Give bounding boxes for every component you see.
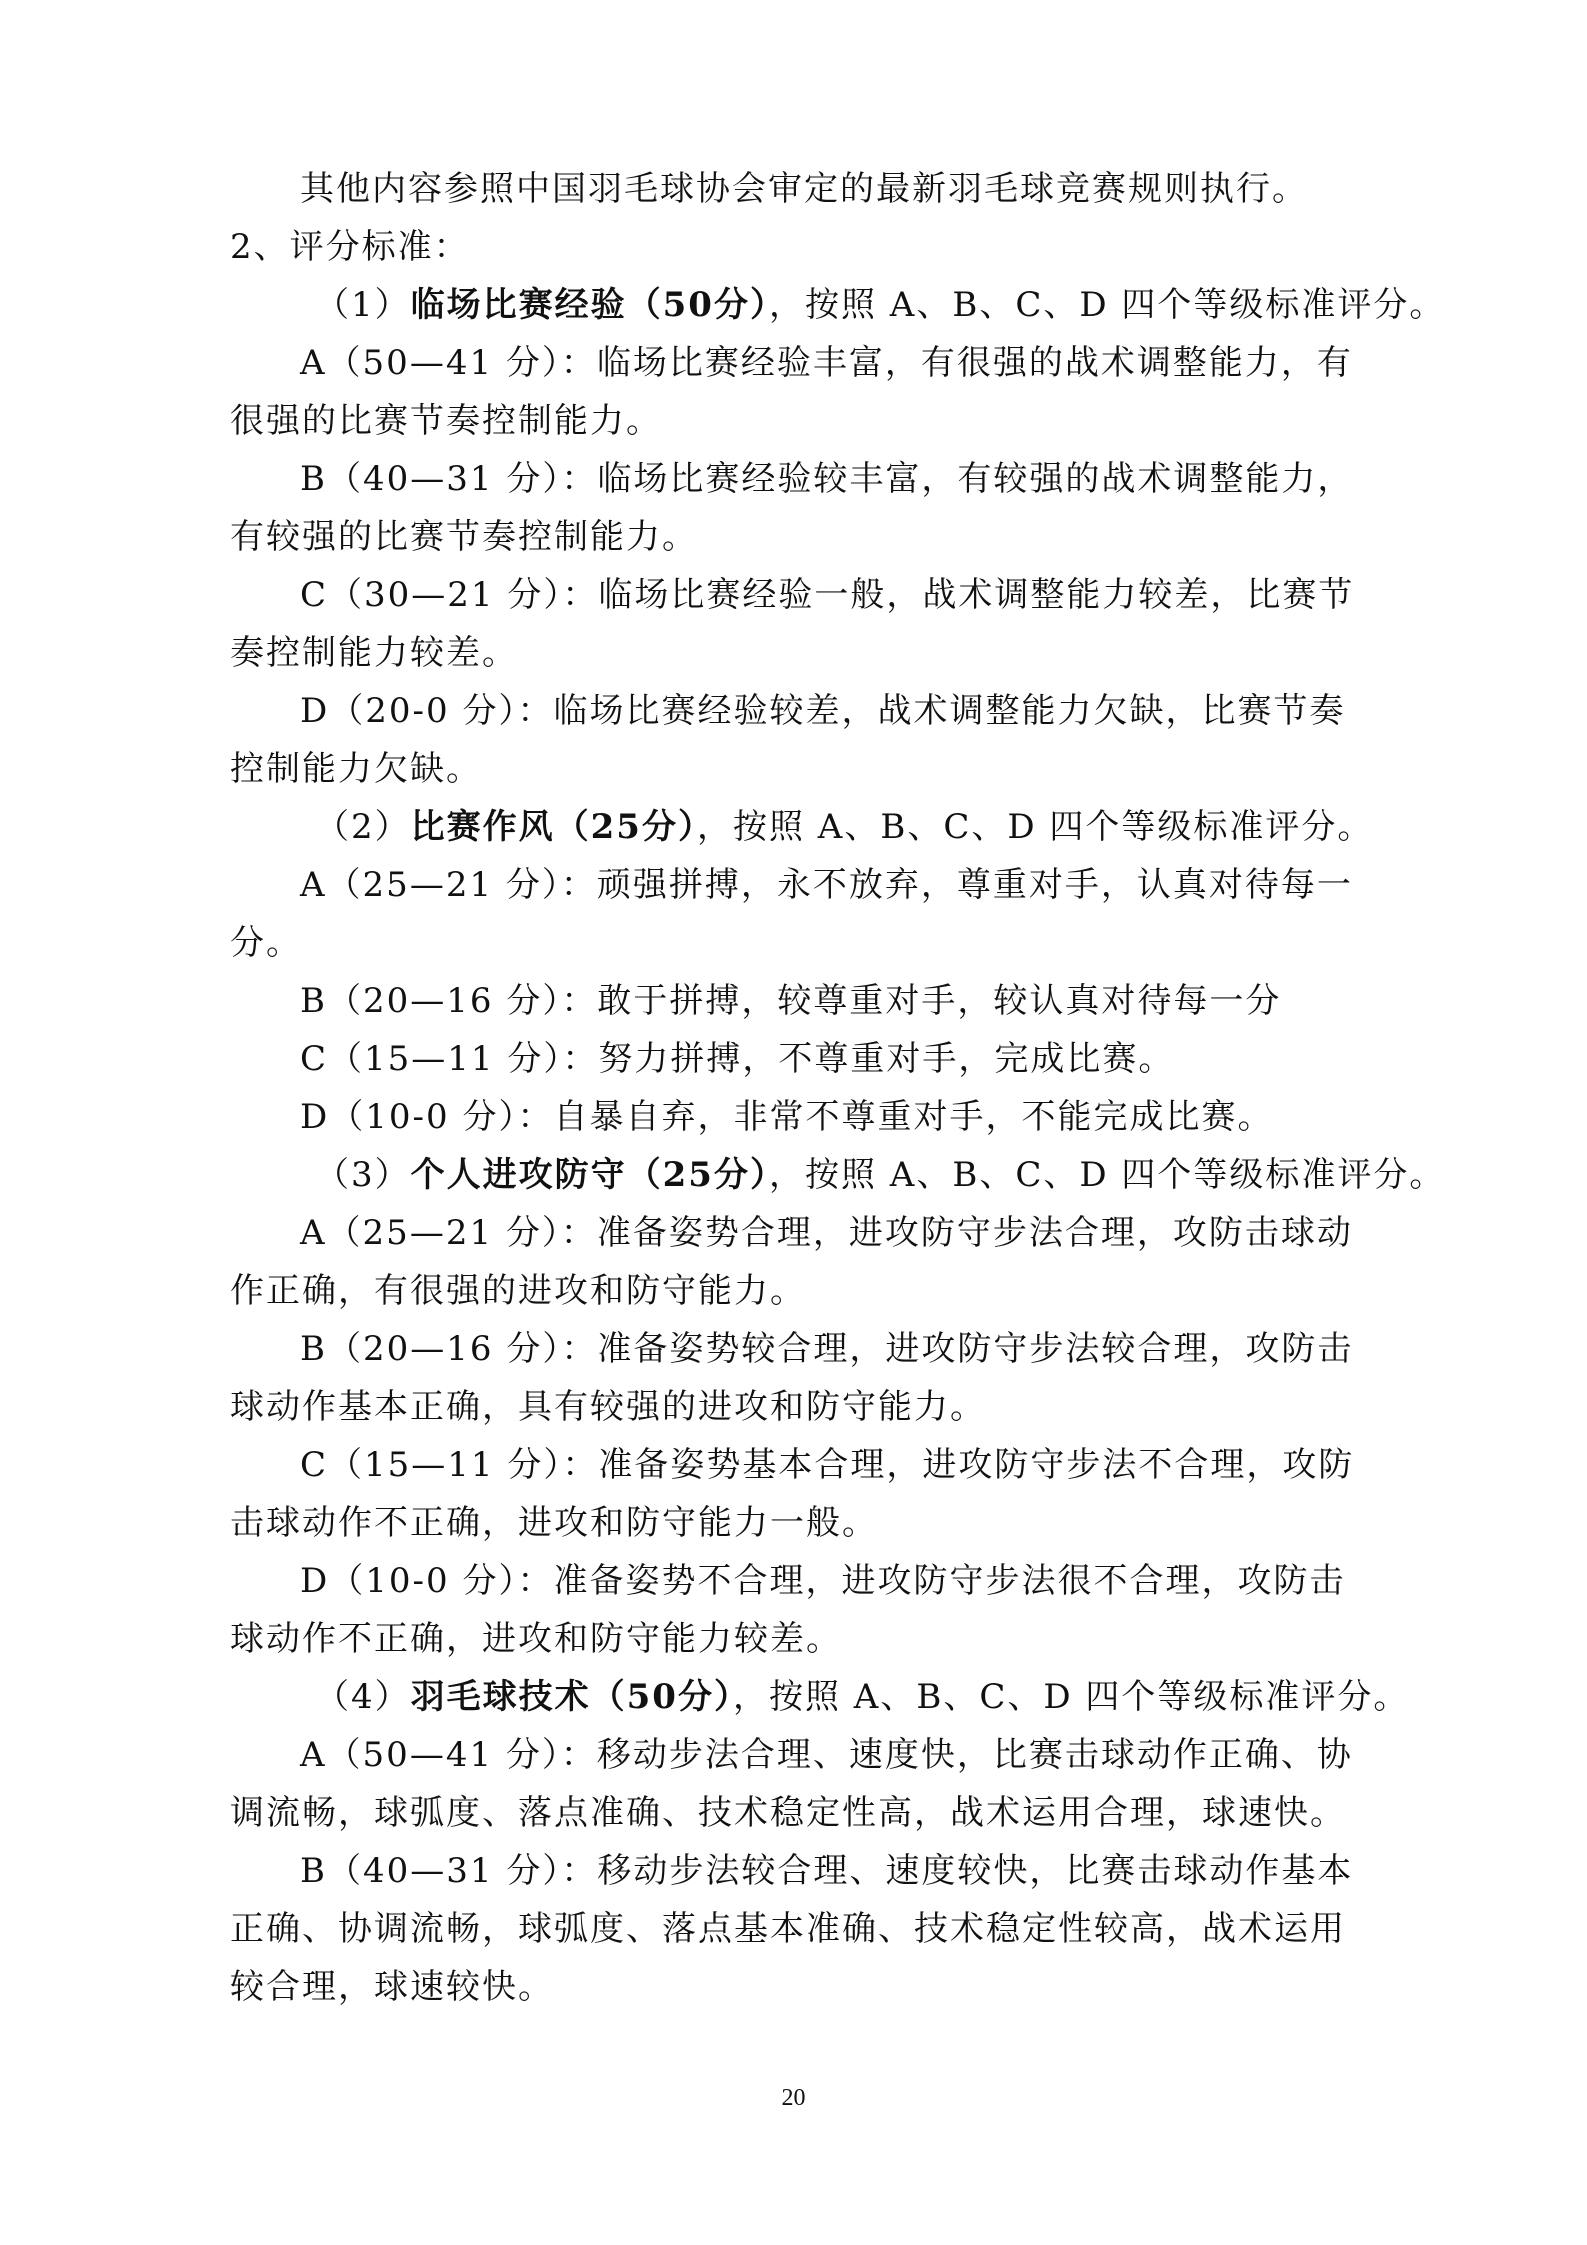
heading-title: 临场比赛经验（50分） (410, 285, 769, 325)
paragraph-line: D（10-0 分）：自暴自弃，非常不尊重对手，不能完成比赛。 (300, 1097, 1274, 1137)
subsection-heading (230, 1146, 1446, 1204)
document-body (230, 160, 1446, 2016)
paragraph-line: A（50—41 分）：移动步法合理、速度快，比赛击球动作正确、协 (300, 1735, 1353, 1775)
heading-number: （1） (315, 285, 411, 325)
paragraph-line: 调流畅，球弧度、落点准确、技术稳定性高，战术运用合理，球速快。 (230, 1793, 1346, 1833)
heading-number: （2） (315, 807, 411, 847)
heading-rest: ，按照 A、B、C、D 四个等级标准评分。 (768, 1155, 1446, 1195)
section-title: 2、评分标准： (230, 227, 470, 267)
paragraph-line: B（40—31 分）：移动步法较合理、速度较快，比赛击球动作基本 (300, 1851, 1354, 1891)
paragraph-line: 球动作不正确，进攻和防守能力较差。 (230, 1619, 842, 1659)
paragraph-line: A（25—21 分）：准备姿势合理，进攻防守步法合理，攻防击球动 (300, 1213, 1353, 1253)
paragraph-line: 击球动作不正确，进攻和防守能力一般。 (230, 1503, 878, 1543)
subsection-heading (230, 1668, 1410, 1726)
paragraph-line: 有较强的比赛节奏控制能力。 (230, 517, 698, 557)
paragraph-line: 正确、协调流畅，球弧度、落点基本准确、技术稳定性较高，战术运用 (230, 1909, 1346, 1949)
paragraph-line: 较合理，球速较快。 (230, 1967, 554, 2007)
paragraph-line: D（20-0 分）：临场比赛经验较差，战术调整能力欠缺，比赛节奏 (300, 691, 1346, 731)
paragraph-line: 球动作基本正确，具有较强的进攻和防守能力。 (230, 1387, 986, 1427)
paragraph-line: C（30—21 分）：临场比赛经验一般，战术调整能力较差，比赛节 (300, 575, 1355, 615)
paragraph-line: 作正确，有很强的进攻和防守能力。 (230, 1271, 806, 1311)
heading-number: （3） (315, 1155, 411, 1195)
paragraph-line: C（15—11 分）：准备姿势基本合理，进攻防守步法不合理，攻防 (300, 1445, 1355, 1485)
heading-number: （4） (315, 1677, 411, 1717)
paragraph-line: 分。 (230, 923, 302, 963)
heading-rest: ，按照 A、B、C、D 四个等级标准评分。 (768, 285, 1446, 325)
page-number: 20 (781, 2085, 806, 2111)
paragraph-line: B（20—16 分）：敢于拼搏，较尊重对手，较认真对待每一分 (300, 981, 1282, 1021)
subsection-heading (230, 276, 1446, 334)
paragraph-line: B（20—16 分）：准备姿势较合理，进攻防守步法较合理，攻防击 (300, 1329, 1354, 1369)
heading-rest: ，按照 A、B、C、D 四个等级标准评分。 (696, 807, 1374, 847)
heading-rest: ，按照 A、B、C、D 四个等级标准评分。 (732, 1677, 1410, 1717)
subsection-heading (230, 798, 1380, 856)
paragraph-line: 很强的比赛节奏控制能力。 (230, 401, 662, 441)
heading-title: 比赛作风（25分） (410, 807, 697, 847)
paragraph-line: 控制能力欠缺。 (230, 749, 482, 789)
paragraph-line: C（15—11 分）：努力拼搏，不尊重对手，完成比赛。 (300, 1039, 1175, 1079)
paragraph-line: A（25—21 分）：顽强拼搏，永不放弃，尊重对手，认真对待每一 (300, 865, 1353, 905)
heading-title: 羽毛球技术（50分） (410, 1677, 733, 1717)
paragraph-line: 其他内容参照中国羽毛球协会审定的最新羽毛球竞赛规则执行。 (300, 169, 1308, 209)
heading-title: 个人进攻防守（25分） (410, 1155, 769, 1195)
paragraph-line: D（10-0 分）：准备姿势不合理，进攻防守步法很不合理，攻防击 (300, 1561, 1346, 1601)
paragraph-line: A（50—41 分）：临场比赛经验丰富，有很强的战术调整能力，有 (300, 343, 1353, 383)
paragraph-line: B（40—31 分）：临场比赛经验较丰富，有较强的战术调整能力， (300, 459, 1354, 499)
paragraph-line: 奏控制能力较差。 (230, 633, 518, 673)
